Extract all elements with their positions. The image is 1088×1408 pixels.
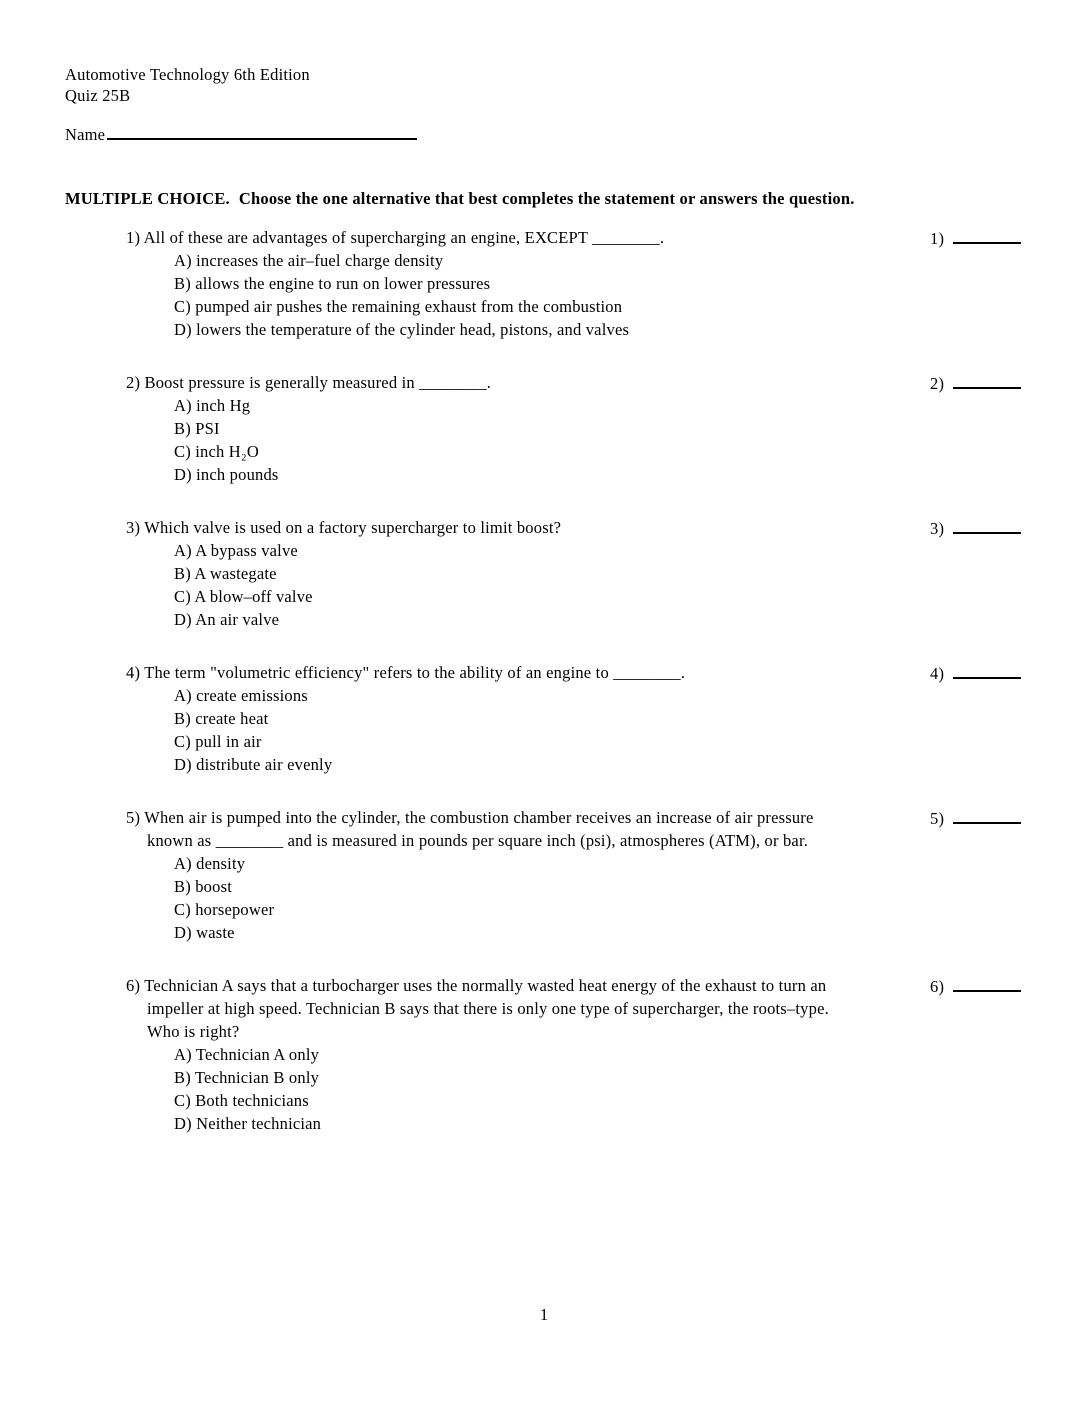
instructions-heading: MULTIPLE CHOICE. — [65, 189, 230, 208]
question-body — [126, 516, 850, 631]
choice-option: B) boost — [174, 877, 232, 896]
question-stem: Which valve is used on a factory supercharger to limit boost? — [144, 518, 562, 537]
choice-option: A) A bypass valve — [174, 541, 298, 560]
answer-number: 6) — [930, 977, 945, 996]
choice-option: B) create heat — [174, 709, 269, 728]
answer-line — [953, 974, 1021, 992]
choice-option: B) PSI — [174, 419, 220, 438]
answer-line — [953, 371, 1021, 389]
question-number: 3) — [126, 518, 141, 537]
choice-option: D) inch pounds — [174, 465, 279, 484]
answer-line — [953, 806, 1021, 824]
question-number: 6) — [126, 976, 141, 995]
question-number: 5) — [126, 808, 141, 827]
question-stem: Boost pressure is generally measured in ________. — [144, 373, 492, 392]
choice-list — [174, 249, 850, 341]
choice-list — [174, 394, 850, 486]
answer-blank-5 — [930, 806, 1021, 830]
question-text — [126, 806, 850, 852]
question-text — [126, 371, 850, 394]
answer-blank-1 — [930, 226, 1021, 250]
answer-number: 4) — [930, 664, 945, 683]
answer-blank-4 — [930, 661, 1021, 685]
answer-blank-3 — [930, 516, 1021, 540]
choice-option: C) Both technicians — [174, 1091, 309, 1110]
name-label: Name — [65, 125, 106, 144]
choice-option: B) Technician B only — [174, 1068, 320, 1087]
question-body — [126, 974, 850, 1135]
question-stem: Technician A says that a turbocharger uses the normally wasted heat energy of the exhaust to turn an impeller at high speed. Technician B says that there is only one type of supercharger, the roots–type. Who is right? — [144, 976, 829, 1041]
answer-line — [953, 226, 1021, 244]
page-number: 1 — [539, 1305, 549, 1324]
answer-blank-2 — [930, 371, 1021, 395]
question-number: 2) — [126, 373, 141, 392]
choice-option: A) increases the air–fuel charge density — [174, 251, 444, 270]
choice-list — [174, 684, 850, 776]
question-stem: All of these are advantages of supercharging an engine, EXCEPT ________. — [143, 228, 665, 247]
name-row — [65, 121, 417, 146]
choice-option: D) waste — [174, 923, 235, 942]
choice-option: A) Technician A only — [174, 1045, 320, 1064]
answer-line — [953, 661, 1021, 679]
answer-number: 1) — [930, 229, 945, 248]
document-header — [65, 64, 310, 106]
question-body — [126, 661, 850, 776]
question-text — [126, 226, 850, 249]
page-footer — [0, 1303, 1088, 1326]
choice-option: D) An air valve — [174, 610, 280, 629]
question-body — [126, 226, 850, 341]
question-4 — [0, 661, 1088, 776]
question-number: 4) — [126, 663, 141, 682]
choice-option: C) pull in air — [174, 732, 262, 751]
answer-number: 5) — [930, 809, 945, 828]
question-2 — [0, 371, 1088, 486]
questions-list — [0, 226, 1088, 1165]
question-1 — [0, 226, 1088, 341]
answer-blank-6 — [930, 974, 1021, 998]
question-body — [126, 806, 850, 944]
doc-subtitle: Quiz 25B — [65, 86, 131, 105]
question-body — [126, 371, 850, 486]
choice-option: D) lowers the temperature of the cylinder head, pistons, and valves — [174, 320, 630, 339]
choice-option: A) inch Hg — [174, 396, 251, 415]
instructions — [65, 187, 1025, 210]
choice-option: A) create emissions — [174, 686, 308, 705]
choice-option: C) horsepower — [174, 900, 275, 919]
choice-option: A) density — [174, 854, 246, 873]
choice-option: D) Neither technician — [174, 1114, 322, 1133]
question-stem: The term "volumetric efficiency" refers to the ability of an engine to ________. — [144, 663, 686, 682]
choice-list — [174, 539, 850, 631]
name-blank — [107, 121, 417, 140]
choice-list — [174, 1043, 850, 1135]
choice-option: B) allows the engine to run on lower pressures — [174, 274, 491, 293]
question-5 — [0, 806, 1088, 944]
instructions-text: Choose the one alternative that best completes the statement or answers the question. — [238, 189, 855, 208]
answer-number: 3) — [930, 519, 945, 538]
question-6 — [0, 974, 1088, 1135]
choice-option: D) distribute air evenly — [174, 755, 333, 774]
question-stem: When air is pumped into the cylinder, the combustion chamber receives an increase of air pressure known as ________ and is measured in pounds per square inch (psi), atmospheres (ATM), or bar. — [144, 808, 814, 850]
question-text — [126, 661, 850, 684]
choice-option: C) inch H₂O — [174, 442, 259, 461]
answer-line — [953, 516, 1021, 534]
choice-option: C) pumped air pushes the remaining exhaust from the combustion — [174, 297, 623, 316]
choice-list — [174, 852, 850, 944]
answer-number: 2) — [930, 374, 945, 393]
choice-option: C) A blow–off valve — [174, 587, 313, 606]
choice-option: B) A wastegate — [174, 564, 277, 583]
question-text — [126, 974, 850, 1043]
question-number: 1) — [126, 228, 141, 247]
question-3 — [0, 516, 1088, 631]
question-text — [126, 516, 850, 539]
doc-title: Automotive Technology 6th Edition — [65, 65, 310, 84]
